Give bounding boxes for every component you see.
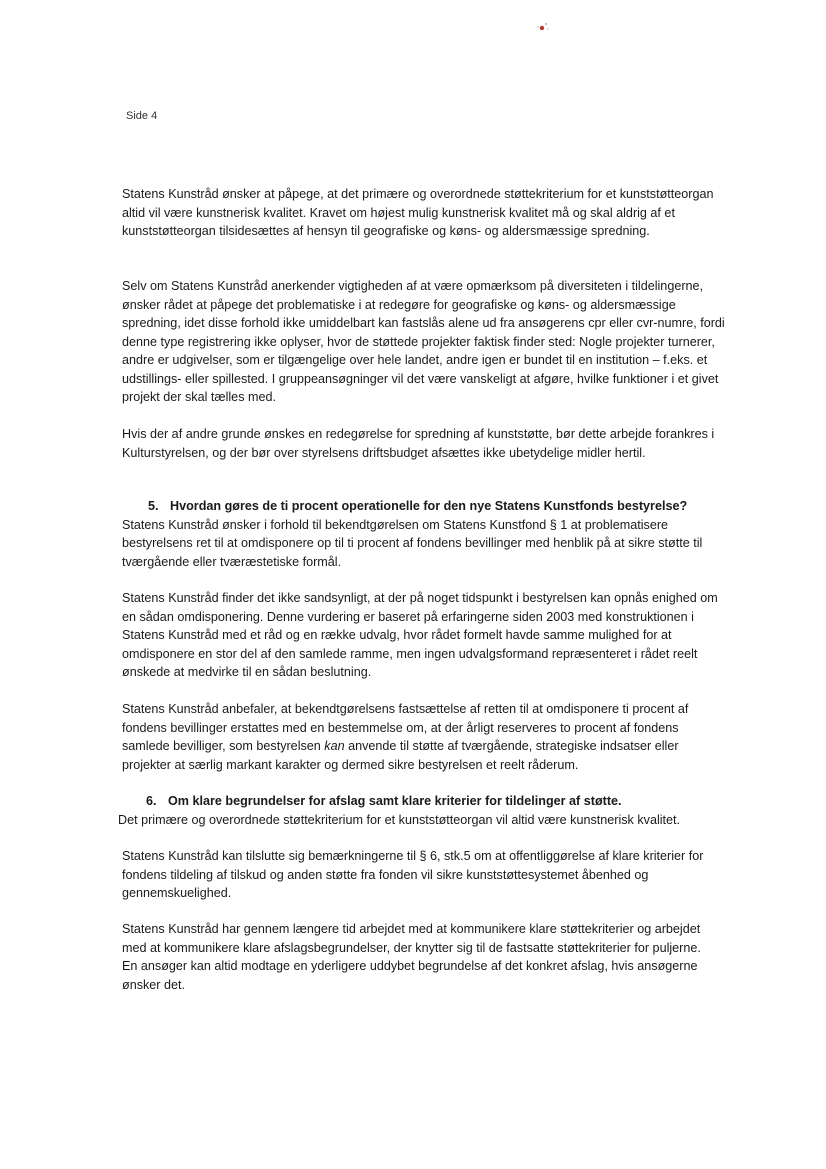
paragraph-spread-report — [122, 425, 728, 462]
page-number: Side 4 — [126, 110, 158, 122]
paragraph-criteria — [122, 847, 728, 903]
section-heading-6 — [118, 792, 730, 811]
paragraph-text: Hvis der af andre grunde ønskes en redegørelse for spredning af kunststøtte, bør dette arbejde forankres i Kulturstyrelsen, og der bør over styrelsens driftsbudget afsættes ikke ubetydelige midler hertil. — [122, 427, 715, 460]
scan-mark-icon — [536, 22, 550, 32]
text-run: anvende til støtte af tværgående, strategiske indsatser eller projekter at særlig markant karakter og dermed sikre bestyrelsen et reelt råderum. — [122, 739, 679, 772]
paragraph-diversity — [122, 277, 728, 407]
section-5 — [122, 497, 728, 571]
section-title: Om klare begrundelser for afslag samt klare kriterier for tildelinger af støtte. — [168, 794, 622, 808]
paragraph-text: Selv om Statens Kunstråd anerkender vigtigheden af at være opmærksom på diversiteten i tildelingerne, ønsker rådet at påpege det problematiske i at redegøre for geografiske og køns- og aldersmæssige spredning, idet disse forhold ikke umiddelbart kan fastslås alene ud fra ansøgerens cpr eller cvr-numre, fordi denne type registrering ikke oplyser, hvor de støttede projekter faktisk finder sted: Nogle projekter turnerer, andre er udgivelser, som er tilgængelige over hele landet, andre igen er bundet til en institution – f.eks. et udstillings- eller spillested. I gruppeansøgninger vil det være vanskeligt at afgøre, hvilke funktioner i et givet projekt der skal tælles med. — [122, 279, 725, 404]
paragraph-text: Statens Kunstråd har gennem længere tid arbejdet med at kommunikere klare støttekriterier og arbejdet med at kommunikere klare afslagsbegrundelser, der knytter sig til de fastsatte støttekriterier for puljerne. — [122, 922, 701, 955]
paragraph-consensus — [122, 589, 728, 682]
paragraph-text: Statens Kunstråd ønsker at påpege, at det primære og overordnede støttekriterium for et kunststøtteorgan altid vil være kunstnerisk kvalitet. Kravet om højest mulig kunstnerisk kvalitet må og skal aldrig af et kunststøtteorgan tilsidesættes af hensyn til geografiske og køns- og aldersmæssige spredning. — [122, 187, 714, 238]
paragraph-communication — [122, 920, 728, 994]
paragraph-text — [122, 700, 728, 774]
section-heading-5 — [122, 497, 728, 516]
paragraph-text: Statens Kunstråd ønsker i forhold til bekendtgørelsen om Statens Kunstfond § 1 at problematisere bestyrelsens ret til at omdisponere op til ti procent af fondens bevillinger med henblik på at sikre støtte til tværgående eller tværæstetiske formål. — [122, 517, 703, 569]
section-number: 5. — [148, 499, 159, 513]
section-number: 6. — [146, 794, 157, 808]
paragraph-text: Det primære og overordnede støttekriterium for et kunststøtteorgan vil altid være kunstnerisk kvalitet. — [118, 812, 681, 827]
emphasis-text: kan — [324, 739, 345, 753]
paragraph-recommendation — [122, 700, 728, 774]
paragraph-text: Statens Kunstråd finder det ikke sandsynligt, at der på noget tidspunkt i bestyrelsen kan opnås enighed om en sådan omdisponering. Denne vurdering er baseret på erfaringerne siden 2003 med konstruktionen i Statens Kunstråd med et råd og en række udvalg, hvor rådet formelt havde samme mulighed for at omdisponere en stor del af den samlede ramme, men ingen udvalgsformand repræsenteret i rådet reelt ønskede at medvirke til en sådan beslutning. — [122, 591, 718, 679]
text-run: Statens Kunstråd anbefaler, at bekendtgørelsens fastsættelse af retten til at omdisponere ti procent af fondens bevillinger erstattes med en bestemmelse om, at der årligt reserveres to procent af fondens samlede bevilliger, som bestyrelsen — [122, 702, 689, 753]
paragraph-text: En ansøger kan altid modtage en yderligere uddybet begrundelse af det konkret afslag, hvis ansøgerne ønsker det. — [122, 959, 698, 992]
section-title: Hvordan gøres de ti procent operationelle for den nye Statens Kunstfonds bestyrelse? — [170, 499, 688, 513]
paragraph-quality-priority — [122, 185, 728, 241]
paragraph-text: Statens Kunstråd kan tilslutte sig bemærkningerne til § 6, stk.5 om at offentliggørelse af klare kriterier for fondens tildeling af tilskud og anden støtte fra fonden vil sikre kunststøttesystemet åbenhed og gennemskuelighed. — [122, 849, 704, 900]
section-6 — [118, 792, 730, 829]
